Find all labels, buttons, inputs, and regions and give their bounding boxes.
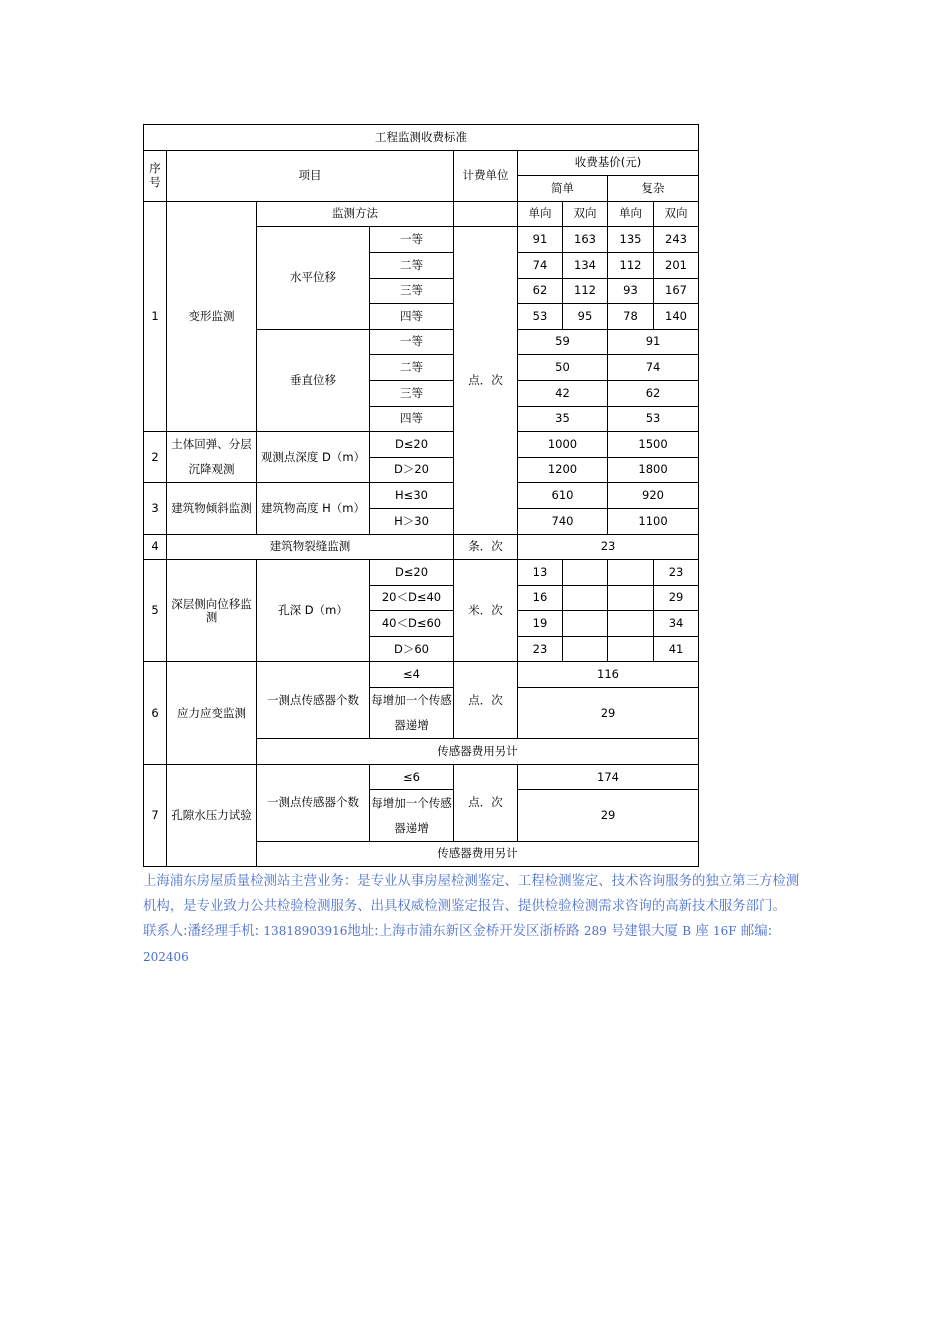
value-cell: 201 <box>654 252 699 278</box>
value-cell: 1800 <box>608 457 699 483</box>
complex-two-way: 双向 <box>654 201 699 227</box>
grade: 二等 <box>370 252 454 278</box>
seq-3: 3 <box>144 483 167 534</box>
value-cell: 41 <box>654 636 699 662</box>
vertical-displacement: 垂直位移 <box>257 329 370 431</box>
method-label: 监测方法 <box>257 201 454 227</box>
value-cell: 163 <box>563 227 608 253</box>
complex-one-way: 单向 <box>608 201 654 227</box>
grade: 二等 <box>370 355 454 381</box>
value-cell: 34 <box>654 611 699 637</box>
unit-meter-times: 米．次 <box>454 560 518 662</box>
item-deep-lateral: 深层侧向位移监测 <box>167 560 257 662</box>
grade: 一等 <box>370 329 454 355</box>
header-complex: 复杂 <box>608 176 699 202</box>
empty-cell <box>563 636 608 662</box>
item-stress-strain: 应力应变监测 <box>167 662 257 764</box>
seq-5: 5 <box>144 560 167 662</box>
value-cell: 29 <box>518 790 699 841</box>
value-cell: 91 <box>518 227 563 253</box>
seq-1: 1 <box>144 201 167 431</box>
building-letter: B <box>682 924 692 938</box>
condition: D≤20 <box>370 560 454 586</box>
header-unit: 计费单位 <box>454 150 518 201</box>
header-seq: 序号 <box>144 150 167 201</box>
unit-point-times: 点．次 <box>454 227 518 534</box>
value-cell: 13 <box>518 560 563 586</box>
seat-label: 座 <box>695 924 709 939</box>
condition: H＞30 <box>370 508 454 534</box>
sensor-fee-note: 传感器费用另计 <box>257 841 699 867</box>
param-depth: 观测点深度 D（m） <box>257 432 370 483</box>
condition: D＞20 <box>370 457 454 483</box>
grade: 三等 <box>370 278 454 304</box>
value-cell: 42 <box>518 380 608 406</box>
item-building-tilt: 建筑物倾斜监测 <box>167 483 257 534</box>
value-cell: 62 <box>608 380 699 406</box>
value-cell: 16 <box>518 585 563 611</box>
phone-number: 13818903916 <box>263 924 348 938</box>
horizontal-displacement: 水平位移 <box>257 227 370 329</box>
header-simple: 简单 <box>518 176 608 202</box>
param-hole-depth: 孔深 D（m） <box>257 560 370 662</box>
seq-2: 2 <box>144 432 167 483</box>
value-cell: 1100 <box>608 508 699 534</box>
item-soil-rebound: 土体回弹、分层沉降观测 <box>167 432 257 483</box>
item-crack-monitoring: 建筑物裂缝监测 <box>167 534 454 560</box>
sensor-fee-note: 传感器费用另计 <box>257 739 699 765</box>
postcode: 202406 <box>143 949 189 964</box>
condition: D＞60 <box>370 636 454 662</box>
empty-cell <box>563 585 608 611</box>
value-cell: 95 <box>563 304 608 330</box>
value-cell: 29 <box>654 585 699 611</box>
value-cell: 74 <box>608 355 699 381</box>
value-cell: 62 <box>518 278 563 304</box>
param-sensor-count: 一测点传感器个数 <box>257 764 370 841</box>
value-cell: 74 <box>518 252 563 278</box>
condition: 20＜D≤40 <box>370 585 454 611</box>
condition: ≤4 <box>370 662 454 688</box>
item-deformation: 变形监测 <box>167 201 257 431</box>
value-cell: 1200 <box>518 457 608 483</box>
empty-cell <box>563 560 608 586</box>
header-price: 收费基价(元) <box>518 150 699 176</box>
company-intro: 上海浦东房屋质量检测站主营业务：是专业从事房屋检测鉴定、工程检测鉴定、技术咨询服务的独立第三方检测机构，是专业致力公共检验检测服务、出具权威检测鉴定报告、提供检验检测需求咨询的高新技术服务部门。 <box>143 874 800 914</box>
condition: 40＜D≤60 <box>370 611 454 637</box>
value-cell: 78 <box>608 304 654 330</box>
value-cell: 1000 <box>518 432 608 458</box>
condition: H≤30 <box>370 483 454 509</box>
unit-point-times: 点．次 <box>454 764 518 841</box>
value-cell: 1500 <box>608 432 699 458</box>
seq-6: 6 <box>144 662 167 764</box>
address-building: 号建银大厦 <box>611 924 678 939</box>
value-cell: 59 <box>518 329 608 355</box>
grade: 四等 <box>370 406 454 432</box>
condition: D≤20 <box>370 432 454 458</box>
floor-number: 16F <box>712 924 737 938</box>
table-title: 工程监测收费标准 <box>144 125 699 151</box>
param-sensor-count: 一测点传感器个数 <box>257 662 370 739</box>
value-cell: 112 <box>608 252 654 278</box>
header-item: 项目 <box>167 150 454 201</box>
value-cell: 53 <box>608 406 699 432</box>
condition-per-sensor: 每增加一个传感器递增 <box>370 790 454 841</box>
value-cell: 53 <box>518 304 563 330</box>
postcode-label: 邮编: <box>740 924 773 939</box>
value-cell: 243 <box>654 227 699 253</box>
grade: 四等 <box>370 304 454 330</box>
item-pore-water: 孔隙水压力试验 <box>167 764 257 866</box>
value-cell: 135 <box>608 227 654 253</box>
company-note <box>143 870 803 970</box>
value-cell: 35 <box>518 406 608 432</box>
contact-label: 联系人:潘经理手机: <box>143 924 260 939</box>
value-cell: 91 <box>608 329 699 355</box>
value-cell: 920 <box>608 483 699 509</box>
empty-cell <box>608 636 654 662</box>
condition-per-sensor: 每增加一个传感器递增 <box>370 688 454 739</box>
value-cell: 134 <box>563 252 608 278</box>
value-cell: 174 <box>518 764 699 790</box>
value-cell: 167 <box>654 278 699 304</box>
grade: 三等 <box>370 380 454 406</box>
value-cell: 50 <box>518 355 608 381</box>
simple-one-way: 单向 <box>518 201 563 227</box>
value-cell: 23 <box>518 534 699 560</box>
value-cell: 116 <box>518 662 699 688</box>
address-label: 地址:上海市浦东新区金桥开发区浙桥路 <box>347 924 580 939</box>
empty-cell <box>608 611 654 637</box>
empty-cell <box>608 560 654 586</box>
value-cell: 610 <box>518 483 608 509</box>
empty-cell <box>608 585 654 611</box>
simple-two-way: 双向 <box>563 201 608 227</box>
condition: ≤6 <box>370 764 454 790</box>
seq-4: 4 <box>144 534 167 560</box>
unit-strip-times: 条．次 <box>454 534 518 560</box>
value-cell: 93 <box>608 278 654 304</box>
value-cell: 23 <box>518 636 563 662</box>
address-number: 289 <box>583 924 607 938</box>
param-height: 建筑物高度 H（m） <box>257 483 370 534</box>
value-cell: 23 <box>654 560 699 586</box>
unit-point-times: 点．次 <box>454 662 518 739</box>
value-cell: 740 <box>518 508 608 534</box>
value-cell: 140 <box>654 304 699 330</box>
empty-cell <box>563 611 608 637</box>
fee-standard-table <box>143 124 699 867</box>
grade: 一等 <box>370 227 454 253</box>
seq-7: 7 <box>144 764 167 866</box>
method-unit-empty <box>454 201 518 227</box>
value-cell: 112 <box>563 278 608 304</box>
value-cell: 29 <box>518 688 699 739</box>
value-cell: 19 <box>518 611 563 637</box>
